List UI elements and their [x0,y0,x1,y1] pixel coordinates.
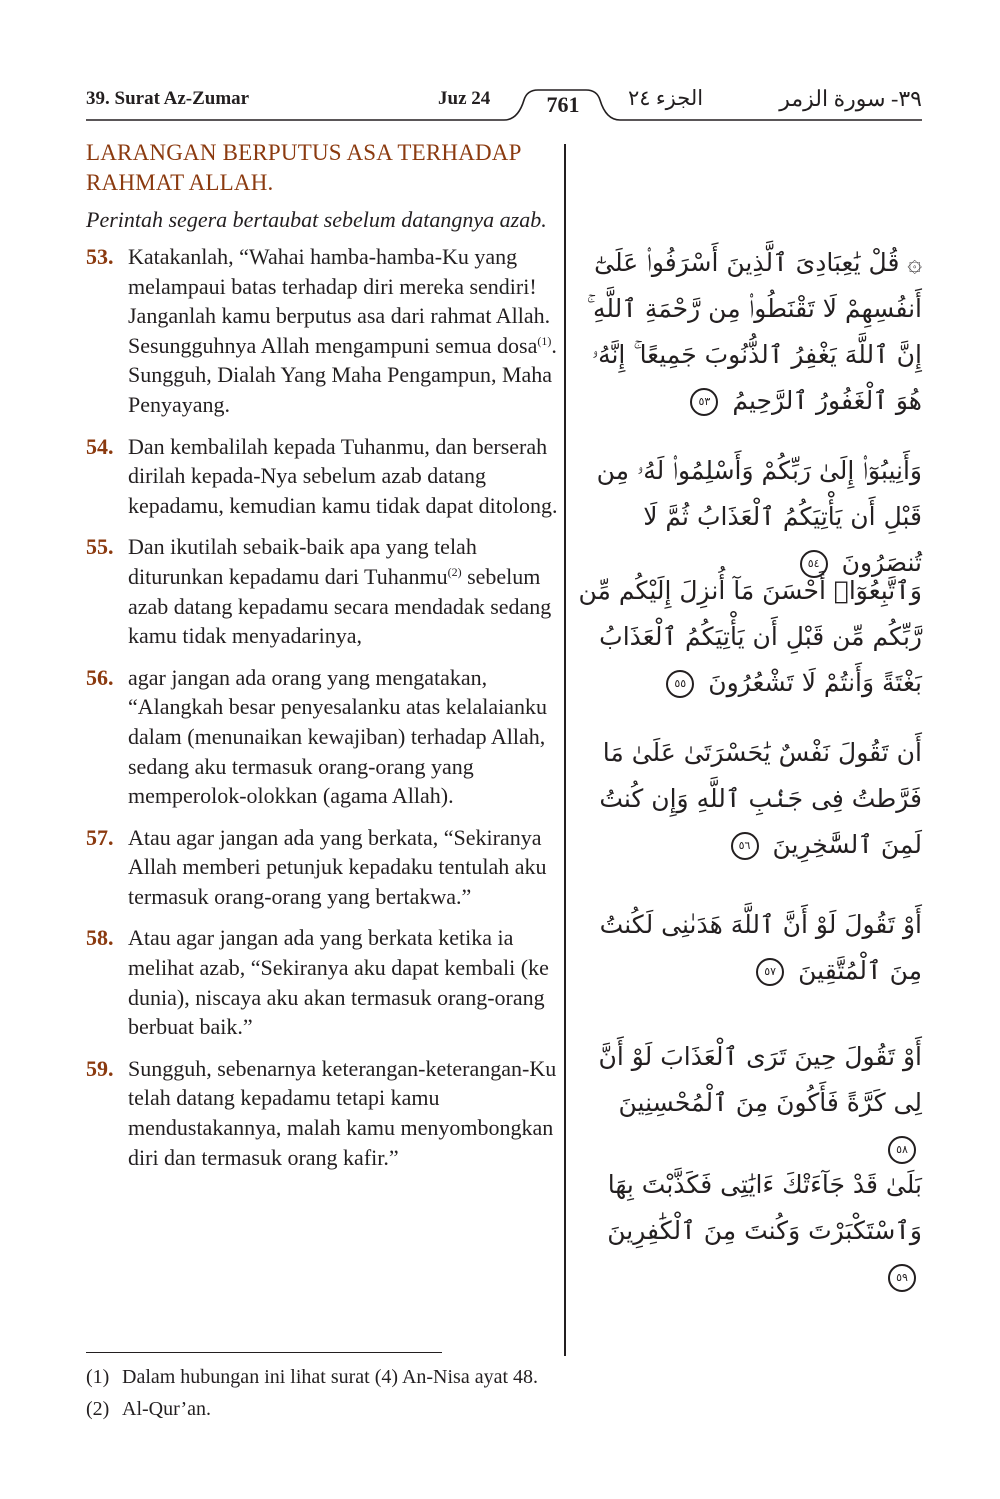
arabic-verse-53 [578,240,922,448]
verse-text: Dan kembalilah kepada Tuhanmu, dan berserah dirilah kepada-Nya sebelum azab datang kepadamu, kemudian kamu tidak dapat ditolong. [128,433,558,518]
verse-text: Sungguh, sebenarnya keterangan-keterangan-Ku telah datang kepadamu tetapi kamu mendustakannya, malah kamu menyombongkan diri dan termasuk orang kafir.” [128,1055,557,1170]
arabic-verse-59 [578,1162,922,1300]
arabic-text: بَلَىٰ قَدْ جَآءَتْكَ ءَايَٰتِى فَكَذَّبْتَ بِهَا وَٱسْتَكْبَرْتَ وَكُنتَ مِنَ ٱلْكَٰفِرِينَ [607,1170,922,1245]
verse-55 [86,532,560,650]
arabic-column [578,240,922,1300]
arabic-text: وَأَنِيبُوٓا۟ إِلَىٰ رَبِّكُمْ وَأَسْلِمُوا۟ لَهُۥ مِن قَبْلِ أَن يَأْتِيَكُمُ ٱلْعَذَابُ ثُمَّ لَا تُنصَرُونَ [596,456,922,577]
footnote-number: (2) [86,1398,110,1420]
footnote-1 [86,1361,646,1393]
footnotes [86,1361,646,1425]
verse-number: 53. [86,244,114,269]
verse-number: 55. [86,534,114,560]
verse-57 [86,823,560,912]
ayah-end-marker: ٥٦ [731,832,759,860]
arabic-verse-58 [578,1034,922,1162]
footnote-text: Dalam hubungan ini lihat surat (4) An-Nisa ayat 48. [122,1366,539,1388]
verse-text: Atau agar jangan ada yang berkata ketika ia melihat azab, “Sekiranya aku dapat kembali (ke dunia), niscaya aku akan termasuk orang-orang berbuat baik.” [128,925,549,1040]
ayah-end-marker: ٥٩ [888,1264,916,1292]
footnote-ref[interactable]: (2) [447,564,462,579]
verse-number: 57. [86,824,114,850]
header-surah-arabic: ٣٩- سورة الزمر [779,86,922,111]
page-header [86,88,922,128]
verse-text: agar jangan ada orang yang mengatakan, “Alangkah besar penyesalanku atas kelalaianku dalam (menunaikan kewajiban) terhadap Allah, sedang aku termasuk orang-orang yang memperolok-olokkan (agama Allah). [128,664,548,809]
translation-column [86,138,560,1184]
arabic-text: أَن تَقُولَ نَفْسٌ يَٰحَسْرَتَىٰ عَلَىٰ مَا فَرَّطتُ فِى جَنۢبِ ٱللَّهِ وَإِن كُنتُ لَمِنَ ٱلسَّٰخِرِينَ [599,738,922,859]
verse-text-cont: sebelum azab datang kepadamu secara mendadak sedang kamu tidak menyadarinya, [128,563,552,649]
ayah-end-marker: ٥٥ [666,670,694,698]
verse-text: Dan ikutilah sebaik-baik apa yang telah diturunkan kepadamu dari Tuhanmu [128,534,477,589]
footnote-2 [86,1393,646,1425]
footnote-ref[interactable]: (1) [537,333,552,348]
footnote-rule [86,1352,442,1353]
section-title: LARANGAN BERPUTUS ASA TERHADAP RAHMAT ALLAH. [86,140,521,195]
header-surah-latin: 39. Surat Az-Zumar [86,88,250,109]
verse-number: 54. [86,433,114,459]
arabic-verse-56 [578,730,922,902]
header-juz-arabic: الجزء ٢٤ [628,86,704,110]
verse-text: Katakanlah, “Wahai hamba-hamba-Ku yang melampaui batas terhadap diri mereka sendiri! Janganlah kamu berputus asa dari rahmat Allah. Sesungguhnya Allah mengampuni semua dosa [128,244,551,358]
verse-number: 58. [86,925,114,951]
verse-text-cont: . Sungguh, Dialah Yang Maha Pengampun, Maha Penyayang. [128,332,557,417]
column-divider [564,144,566,1356]
arabic-text: ۞ قُلْ يَٰعِبَادِىَ ٱلَّذِينَ أَسْرَفُوا۟ عَلَىٰٓ أَنفُسِهِمْ لَا تَقْنَطُوا۟ مِن رَّحْمَةِ ٱللَّهِ ۚ إِنَّ ٱللَّهَ يَغْفِرُ ٱلذُّنُوبَ جَمِيعًا ۚ إِنَّهُۥ هُوَ ٱلْغَفُورُ ٱلرَّحِيمُ [586,248,922,415]
arabic-verse-57 [578,902,922,1034]
ayah-end-marker: ٥٤ [800,550,828,578]
page-number: 761 [546,92,580,117]
verse-56 [86,663,560,811]
ayah-end-marker: ٥٣ [690,388,718,416]
header-juz-latin: Juz 24 [438,88,491,109]
verse-59 [86,1054,560,1172]
footnote-number: (1) [86,1366,110,1388]
verse-number: 59. [86,1055,114,1081]
footnote-text: Al-Qur’an. [122,1398,212,1420]
arabic-verse-55 [578,568,922,730]
arabic-text: وَٱتَّبِعُوٓا۟ أَحْسَنَ مَآ أُنزِلَ إِلَيْكُم مِّن رَّبِّكُم مِّن قَبْلِ أَن يَأْتِيَكُمُ ٱلْعَذَابُ بَغْتَةً وَأَنتُمْ لَا تَشْعُرُونَ [578,576,922,697]
ayah-end-marker: ٥٨ [888,1136,916,1164]
section-subtitle: Perintah segera bertaubat sebelum datangnya azab. [86,207,547,232]
verse-53 [86,242,560,420]
verse-58 [86,923,560,1041]
arabic-text: أَوْ تَقُولَ حِينَ تَرَى ٱلْعَذَابَ لَوْ أَنَّ لِى كَرَّةً فَأَكُونَ مِنَ ٱلْمُحْسِنِينَ [598,1042,922,1117]
ayah-end-marker: ٥٧ [756,958,784,986]
verse-number: 56. [86,664,114,690]
arabic-verse-54 [578,448,922,577]
arabic-text: أَوْ تَقُولَ لَوْ أَنَّ ٱللَّهَ هَدَىٰنِى لَكُنتُ مِنَ ٱلْمُتَّقِينَ [599,910,922,985]
verse-54 [86,432,560,521]
verse-text: Atau agar jangan ada yang berkata, “Sekiranya Allah memberi petunjuk kepadaku tentulah aku termasuk orang-orang yang bertakwa.” [128,824,547,909]
